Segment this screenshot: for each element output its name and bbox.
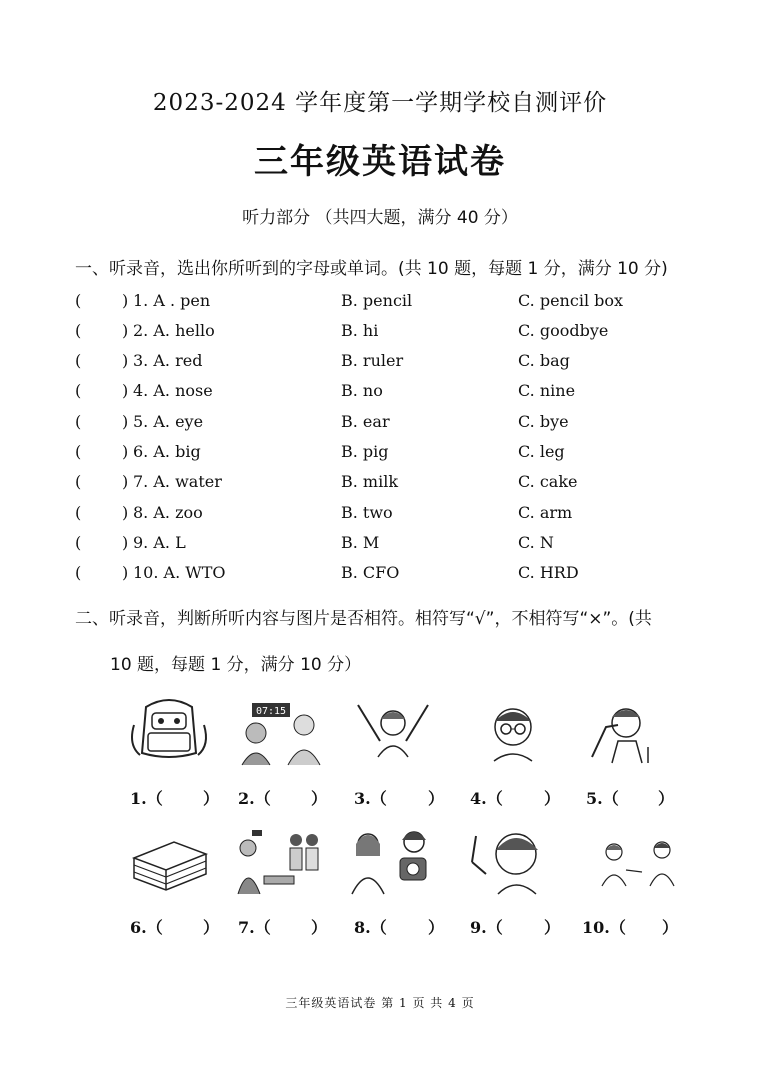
answer-open-bracket[interactable]: ( xyxy=(75,351,82,370)
option-c: C. goodbye xyxy=(518,321,609,340)
girl-waving-icon xyxy=(466,826,552,896)
option-a: 9. A. L xyxy=(133,533,186,552)
boy-pointing-eye-icon xyxy=(578,697,664,767)
answer-open-bracket[interactable]: ( xyxy=(75,472,82,491)
option-c: C. leg xyxy=(518,442,565,461)
question-row xyxy=(75,351,695,375)
glasses-boy-icon xyxy=(470,697,556,767)
answer-close-bracket[interactable]: ) xyxy=(122,503,129,522)
answer-open-bracket[interactable]: ( xyxy=(75,412,82,431)
option-a: 4. A. nose xyxy=(133,381,213,400)
answer-open-bracket[interactable]: ( xyxy=(75,442,82,461)
question-row xyxy=(75,533,695,557)
answer-close-bracket[interactable]: ) xyxy=(122,351,129,370)
question-row xyxy=(75,321,695,345)
answer-close-bracket[interactable]: ) xyxy=(122,412,129,431)
option-c: C. bye xyxy=(518,412,569,431)
picture-answer-label[interactable]: 9.（ xyxy=(470,918,503,937)
picture-answer-label[interactable]: 5.（ xyxy=(586,789,619,808)
answer-close-bracket[interactable]: ) xyxy=(122,563,129,582)
answer-close-bracket[interactable]: ) xyxy=(122,381,129,400)
option-b: B. pig xyxy=(341,442,389,461)
option-c: C. N xyxy=(518,533,554,552)
option-a: 10. A. WTO xyxy=(133,563,226,582)
option-b: B. ear xyxy=(341,412,390,431)
option-b: B. milk xyxy=(341,472,399,491)
answer-close-bracket[interactable]: ) xyxy=(122,321,129,340)
section2-title-line1: 二、听录音，判断所听内容与图片是否相符。相符写“√”，不相符写“×”。(共 xyxy=(75,609,652,629)
listening-section-heading: 听力部分 （共四大题，满分 40 分） xyxy=(242,208,518,228)
answer-close-bracket[interactable]: ) xyxy=(122,442,129,461)
answer-close-bracket[interactable]: ) xyxy=(122,533,129,552)
question-row xyxy=(75,381,695,405)
picture-answer-close: ） xyxy=(428,789,445,808)
option-b: B. pencil xyxy=(341,291,413,310)
option-b: B. two xyxy=(341,503,393,522)
clock-people-icon xyxy=(236,697,322,767)
section1-title: 一、听录音，选出你所听到的字母或单词。(共 10 题，每题 1 分，满分 10 分) xyxy=(75,259,668,279)
waving-girl-icon xyxy=(350,697,436,767)
question-row xyxy=(75,291,695,315)
exam-year-title: 2023-2024 学年度第一学期学校自测评价 xyxy=(152,90,608,116)
picture-answer-close: ） xyxy=(203,789,220,808)
option-c: C. HRD xyxy=(518,563,579,582)
picture-answer-close: ） xyxy=(311,918,328,937)
option-c: C. pencil box xyxy=(518,291,624,310)
question-row xyxy=(75,503,695,527)
question-row xyxy=(75,412,695,436)
two-kids-icon xyxy=(596,836,682,906)
picture-answer-close: ） xyxy=(544,918,561,937)
option-a: 3. A. red xyxy=(133,351,203,370)
answer-close-bracket[interactable]: ) xyxy=(122,472,129,491)
picture-answer-close: ） xyxy=(662,918,679,937)
answer-open-bracket[interactable]: ( xyxy=(75,563,82,582)
answer-close-bracket[interactable]: ) xyxy=(122,291,129,310)
section2-title-line2: 10 题，每题 1 分，满分 10 分） xyxy=(110,655,362,675)
books-icon xyxy=(126,828,212,898)
picture-answer-close: ） xyxy=(544,789,561,808)
option-c: C. nine xyxy=(518,381,576,400)
option-a: 7. A. water xyxy=(133,472,222,491)
picture-answer-label[interactable]: 6.（ xyxy=(130,918,163,937)
option-c: C. bag xyxy=(518,351,570,370)
option-a: 8. A. zoo xyxy=(133,503,203,522)
option-b: B. M xyxy=(341,533,380,552)
clock-time: 07:15 xyxy=(255,706,287,717)
schoolbag-icon xyxy=(126,695,212,765)
exam-title: 三年级英语试卷 xyxy=(254,142,506,182)
option-b: B. CFO xyxy=(341,563,400,582)
picture-answer-label[interactable]: 10.（ xyxy=(582,918,626,937)
question-row xyxy=(75,563,695,587)
answer-open-bracket[interactable]: ( xyxy=(75,503,82,522)
picture-answer-close: ） xyxy=(311,789,328,808)
girls-talking-icon xyxy=(348,826,434,896)
question-row xyxy=(75,472,695,496)
option-c: C. cake xyxy=(518,472,578,491)
option-c: C. arm xyxy=(518,503,573,522)
picture-answer-label[interactable]: 8.（ xyxy=(354,918,387,937)
picture-answer-label[interactable]: 4.（ xyxy=(470,789,503,808)
answer-open-bracket[interactable]: ( xyxy=(75,291,82,310)
picture-answer-close: ） xyxy=(658,789,675,808)
page-footer: 三年级英语试卷 第 1 页 共 4 页 xyxy=(285,996,475,1010)
classroom-icon xyxy=(236,826,322,896)
option-a: 1. A . pen xyxy=(133,291,211,310)
option-a: 2. A. hello xyxy=(133,321,215,340)
option-a: 5. A. eye xyxy=(133,412,204,431)
picture-answer-label[interactable]: 3.（ xyxy=(354,789,387,808)
answer-open-bracket[interactable]: ( xyxy=(75,381,82,400)
picture-answer-close: ） xyxy=(203,918,220,937)
picture-answer-close: ） xyxy=(428,918,445,937)
answer-open-bracket[interactable]: ( xyxy=(75,533,82,552)
picture-answer-label[interactable]: 7.（ xyxy=(238,918,271,937)
picture-answer-label[interactable]: 1.（ xyxy=(130,789,163,808)
question-row xyxy=(75,442,695,466)
option-a: 6. A. big xyxy=(133,442,201,461)
option-b: B. hi xyxy=(341,321,379,340)
option-b: B. no xyxy=(341,381,383,400)
option-b: B. ruler xyxy=(341,351,404,370)
answer-open-bracket[interactable]: ( xyxy=(75,321,82,340)
picture-answer-label[interactable]: 2.（ xyxy=(238,789,271,808)
